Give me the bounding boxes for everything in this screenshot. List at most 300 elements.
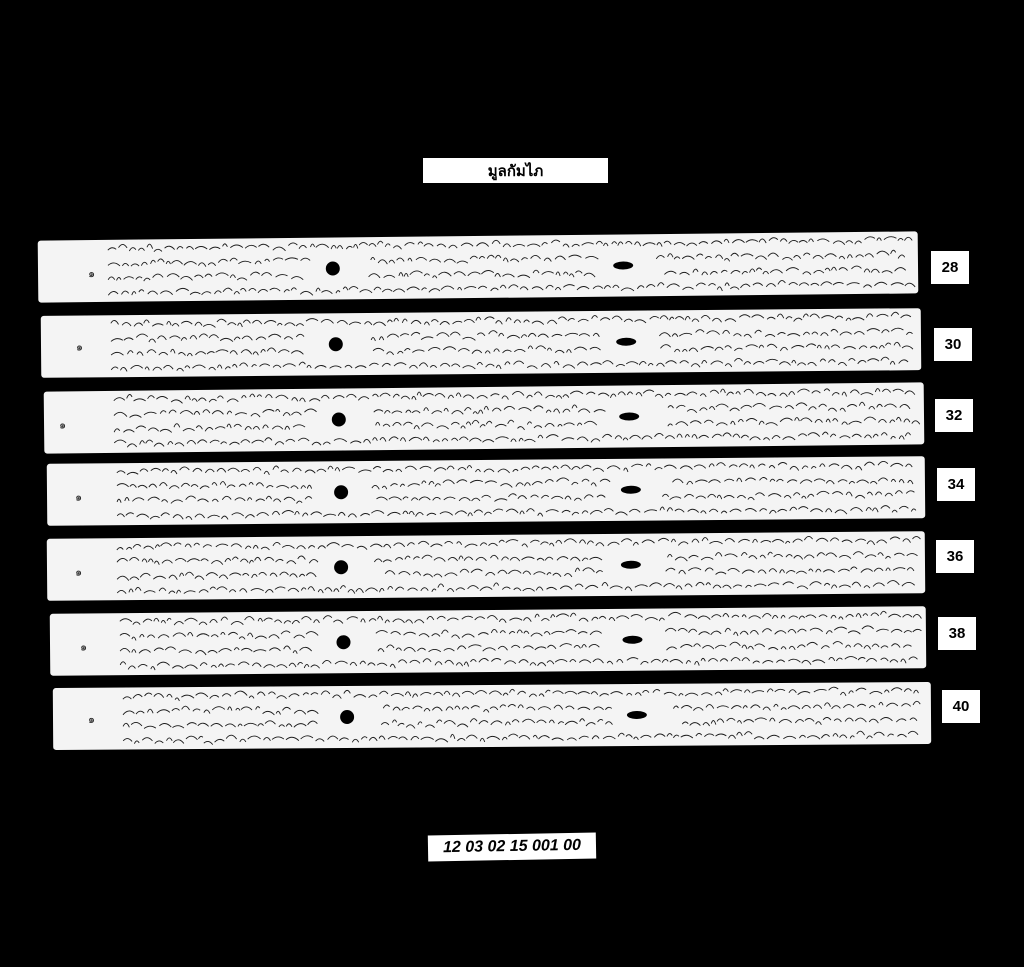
script-stroke [523,571,531,575]
script-stroke [762,614,771,618]
script-stroke [304,664,309,668]
script-stroke [679,333,692,336]
script-stroke [173,515,183,520]
script-stroke [711,720,716,724]
script-stroke [866,314,872,318]
script-stroke [402,707,410,710]
script-stroke [783,582,794,585]
script-stroke [379,588,384,592]
script-stroke [733,585,742,587]
script-stroke [603,736,615,739]
script-stroke [732,240,744,243]
script-stroke [422,555,432,559]
script-stroke [745,478,755,481]
script-stroke [203,324,215,327]
script-stroke [132,650,136,653]
script-stroke [342,544,354,547]
script-stroke [596,241,602,244]
script-stroke [618,733,624,736]
script-stroke [824,703,830,707]
script-stroke [727,392,734,395]
script-stroke [240,363,248,367]
script-stroke [578,409,590,413]
script-stroke [306,573,316,577]
script-stroke [794,555,803,559]
script-stroke [489,331,498,335]
script-stroke [127,444,136,447]
script-stroke [770,718,775,721]
script-stroke [299,574,304,577]
script-stroke [510,557,520,561]
script-stroke [424,708,430,711]
script-stroke [826,631,832,634]
script-stroke [748,646,753,649]
script-stroke [305,497,312,500]
script-stroke [803,314,808,317]
script-stroke [641,661,649,664]
script-stroke [395,558,402,561]
script-stroke [445,573,458,576]
script-stroke [572,405,577,408]
script-stroke [780,239,787,242]
script-stroke [228,632,237,635]
script-stroke [651,659,661,662]
script-stroke [795,719,803,722]
script-stroke [575,271,582,273]
script-stroke [181,483,189,486]
script-stroke [154,648,164,651]
script-stroke [857,731,865,735]
script-stroke [270,573,277,577]
script-stroke [730,690,742,693]
script-stroke [725,539,735,543]
script-stroke [148,396,155,399]
script-stroke [296,334,304,337]
script-stroke [864,462,874,466]
script-stroke [579,334,590,337]
script-stroke [321,290,332,293]
script-stroke [799,283,809,286]
script-stroke [117,590,126,593]
script-stroke [471,706,480,709]
script-stroke [172,324,179,327]
script-stroke [566,706,575,709]
script-stroke [521,258,527,260]
script-stroke [432,707,442,711]
script-stroke [821,646,829,649]
script-stroke [514,349,525,352]
script-stroke [579,618,588,622]
script-stroke [484,710,489,713]
script-stroke [404,632,416,635]
string-hole [336,635,350,649]
script-stroke [587,541,593,545]
script-stroke [823,717,831,720]
script-stroke [410,660,420,663]
script-stroke [519,407,532,411]
script-stroke [532,321,544,325]
script-stroke [258,618,262,621]
script-stroke [447,618,458,621]
script-stroke [371,257,375,260]
script-stroke [124,338,133,340]
script-stroke [670,497,681,500]
script-stroke [175,558,186,561]
script-stroke [144,591,156,594]
script-stroke [904,237,912,240]
script-stroke [253,467,261,470]
script-stroke [221,516,228,519]
script-stroke [123,697,132,699]
script-stroke [403,511,408,514]
script-stroke [468,585,479,588]
script-stroke [248,736,261,739]
script-stroke [255,636,267,639]
script-stroke [185,366,190,368]
script-stroke [736,392,741,395]
script-stroke [865,555,876,558]
script-stroke [256,483,263,487]
script-stroke [792,360,796,363]
script-stroke [839,256,845,259]
script-stroke [578,632,587,634]
script-stroke [277,323,282,325]
script-stroke [558,317,566,320]
script-stroke [826,419,830,422]
script-stroke [221,617,228,621]
script-stroke [565,721,578,725]
script-stroke [393,394,399,397]
script-stroke [765,334,775,336]
script-stroke [379,691,388,694]
script-stroke [238,662,249,665]
script-stroke [554,705,563,709]
script-stroke [285,323,295,326]
script-stroke [835,510,847,514]
script-stroke [775,631,786,635]
script-stroke [859,346,867,349]
script-stroke [125,497,129,500]
script-stroke [795,418,800,422]
script-stroke [654,734,665,737]
script-stroke [528,346,533,349]
script-stroke [840,332,852,335]
script-stroke [882,330,890,333]
script-stroke [556,478,568,482]
script-stroke [170,336,181,339]
script-stroke [886,568,890,571]
script-stroke [471,569,482,573]
string-hole [627,711,647,719]
script-stroke [807,494,813,497]
script-stroke [333,396,344,399]
script-stroke [912,421,920,425]
script-stroke [745,508,756,511]
script-stroke [387,512,400,515]
script-stroke [772,615,777,618]
script-stroke [225,367,230,370]
script-stroke [239,484,246,487]
script-stroke [182,706,190,710]
script-stroke [582,511,588,514]
script-stroke [422,481,426,484]
script-stroke [389,437,398,441]
palm-leaf-script-lines [50,606,927,676]
script-stroke [567,738,576,741]
script-stroke [770,479,775,482]
script-stroke [218,664,223,667]
script-stroke [753,361,764,364]
script-stroke [715,347,723,351]
script-stroke [265,721,275,725]
script-stroke [513,361,523,364]
script-stroke [349,322,361,325]
script-stroke [435,662,442,666]
script-stroke [435,393,445,397]
script-stroke [288,243,297,246]
script-stroke [780,418,792,422]
palm-leaf-script-lines [47,456,926,526]
script-stroke [240,589,247,593]
script-stroke [195,246,207,249]
script-stroke [896,417,901,421]
script-stroke [743,706,747,709]
script-stroke [145,367,149,370]
script-stroke [913,629,922,632]
script-stroke [350,441,361,443]
palm-leaf-script-lines [41,308,922,378]
script-stroke [356,589,364,593]
script-stroke [513,469,518,471]
script-stroke [190,292,200,294]
script-stroke [680,361,689,364]
script-stroke [524,631,529,634]
script-stroke [322,660,331,663]
folio-mark: ๑ [74,565,83,579]
script-stroke [293,425,305,427]
script-stroke [633,542,638,545]
script-stroke [646,285,655,288]
script-stroke [404,273,408,276]
script-stroke [394,543,405,547]
script-stroke [717,287,722,291]
script-stroke [457,738,465,740]
script-stroke [768,253,779,257]
script-stroke [272,511,279,515]
script-stroke [609,617,615,620]
script-stroke [737,732,743,736]
script-stroke [707,331,720,335]
script-stroke [385,571,395,575]
script-stroke [442,439,448,442]
script-stroke [381,723,389,725]
string-hole [613,261,633,269]
script-stroke [219,648,232,652]
script-stroke [492,240,500,244]
page-number-label: 36 [936,540,974,573]
script-stroke [337,245,342,248]
script-stroke [867,359,879,362]
script-stroke [748,497,754,500]
script-stroke [839,617,843,620]
script-stroke [252,440,264,443]
script-stroke [808,433,820,437]
script-stroke [599,616,606,618]
script-stroke [908,731,918,734]
script-stroke [877,540,887,543]
script-stroke [270,288,280,291]
script-stroke [518,275,530,278]
script-stroke [823,570,834,573]
script-stroke [763,438,769,441]
script-stroke [553,573,561,577]
script-stroke [709,407,714,410]
script-stroke [429,649,441,652]
script-stroke [281,631,290,634]
script-stroke [291,412,301,415]
script-stroke [690,421,701,424]
script-stroke [402,319,407,323]
script-stroke [522,557,535,560]
script-stroke [309,399,320,402]
script-stroke [596,543,604,547]
script-stroke [532,466,539,469]
palm-leaf-page [44,382,925,453]
script-stroke [415,513,423,517]
script-stroke [458,468,466,471]
script-stroke [724,479,734,481]
script-stroke [693,708,703,711]
script-stroke [171,470,177,474]
script-stroke [849,481,855,484]
script-stroke [108,291,118,295]
script-stroke [153,576,165,579]
script-stroke [851,567,858,570]
script-stroke [700,408,708,411]
script-stroke [668,612,680,616]
script-stroke [500,484,512,488]
script-stroke [200,486,209,489]
script-stroke [464,662,468,667]
script-stroke [814,689,827,692]
script-stroke [626,241,633,244]
script-stroke [807,736,820,740]
script-stroke [253,650,266,652]
script-stroke [831,329,838,332]
script-stroke [472,420,479,424]
script-stroke [461,426,466,429]
script-stroke [560,586,572,590]
script-stroke [564,423,575,425]
script-stroke [227,399,238,402]
script-stroke [114,398,125,401]
script-stroke [584,421,597,425]
script-stroke [397,351,403,354]
script-stroke [637,286,644,289]
script-stroke [382,289,392,292]
script-stroke [667,508,672,512]
script-stroke [273,258,283,260]
script-stroke [558,424,562,426]
script-stroke [741,405,752,408]
script-stroke [491,394,500,396]
script-stroke [833,734,838,737]
script-stroke [642,540,655,543]
script-stroke [779,719,792,722]
script-stroke [144,278,150,281]
script-stroke [855,241,862,244]
script-stroke [425,725,434,728]
script-stroke [615,436,622,439]
script-stroke [176,590,180,593]
script-stroke [172,709,180,711]
script-stroke [591,692,598,695]
script-stroke [443,347,456,350]
script-stroke [618,392,625,396]
script-stroke [379,736,385,740]
script-stroke [144,546,154,549]
script-stroke [575,568,579,572]
script-stroke [769,510,776,513]
script-stroke [174,622,183,626]
script-stroke [797,586,808,589]
script-stroke [462,707,469,710]
script-stroke [498,646,507,650]
script-stroke [184,262,197,266]
script-stroke [849,421,862,424]
script-stroke [611,692,623,695]
script-stroke [867,736,873,739]
script-stroke [268,692,275,695]
script-stroke [289,694,300,697]
script-stroke [249,482,253,484]
script-stroke [884,690,889,693]
script-stroke [813,705,821,709]
script-stroke [759,345,764,348]
script-stroke [510,618,523,620]
script-stroke [424,244,433,247]
script-stroke [731,658,740,662]
script-stroke [258,244,269,247]
script-stroke [746,585,752,588]
script-stroke [228,468,240,472]
script-stroke [337,320,347,324]
script-stroke [832,393,839,396]
script-stroke [824,583,830,585]
script-stroke [584,273,595,277]
script-stroke [335,468,340,472]
script-stroke [222,694,231,697]
script-stroke [438,272,451,276]
script-stroke [891,436,896,439]
script-stroke [904,631,912,633]
script-stroke [305,470,315,473]
script-stroke [899,436,904,440]
script-stroke [510,689,515,692]
script-stroke [643,390,654,393]
script-stroke [762,629,771,633]
script-stroke [468,645,481,648]
script-stroke [737,721,741,724]
script-stroke [563,395,569,398]
script-stroke [385,244,390,247]
script-stroke [241,440,250,443]
script-stroke [744,334,751,338]
script-stroke [544,632,550,635]
script-stroke [809,407,817,411]
script-stroke [184,591,196,594]
script-stroke [234,337,240,340]
